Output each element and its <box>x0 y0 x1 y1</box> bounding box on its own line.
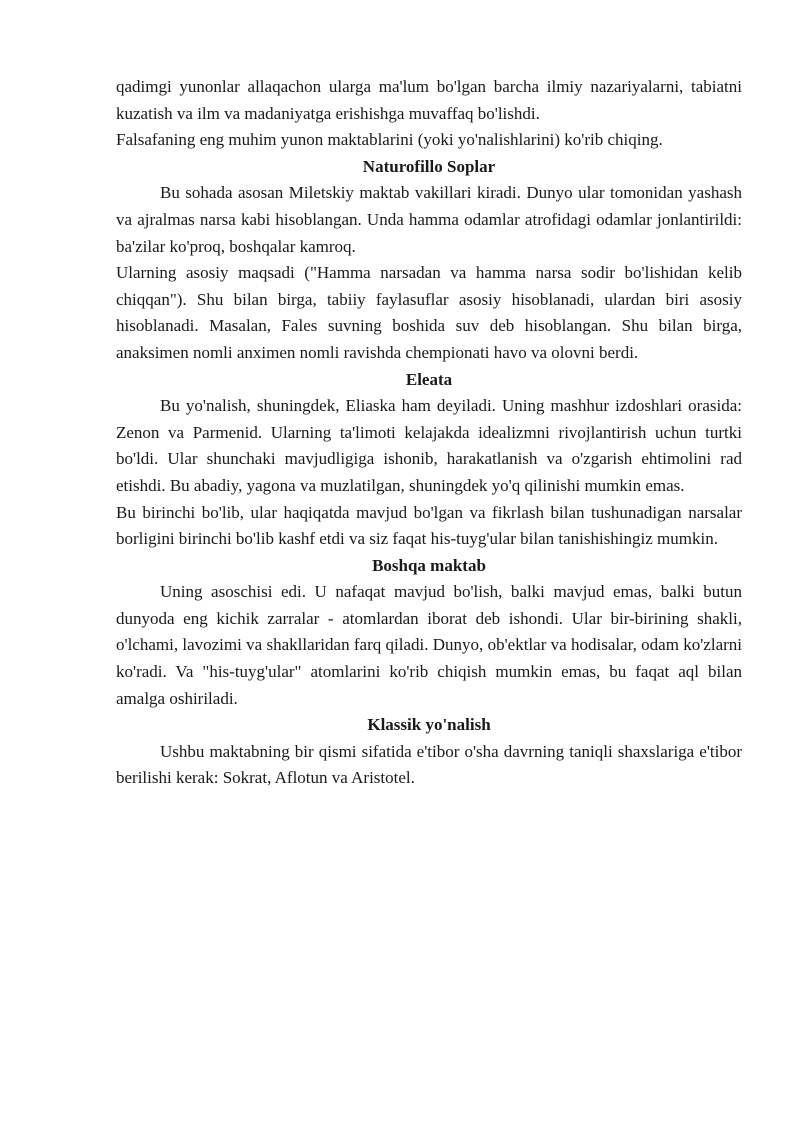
paragraph-classical-school: Ushbu maktabning bir qismi sifatida e'tibor o'sha davrning taniqli shaxslariga e'tibor berilishi kerak: Sokrat, Aflotun va Aristotel. <box>116 741 742 788</box>
paragraph-eleatic-school: Bu yo'nalish, shuningdek, Eliaska ham deyiladi. Uning mashhur izdoshlari orasida: Zenon va Parmenid. Ularning ta'limoti kelajakda idealizmni rivojlantirish uchun turtki bo'ldi. Ular shunchaki mavjudligiga ishonib, harakatlanish va o'zgarish ehtimolini rad etishdi. Bu abadiy, yagona va muzlatilgan, shuningdek yo'q qilinishi mumkin emas. <box>116 396 742 495</box>
paragraph-miletus-school: Bu sohada asosan Miletskiy maktab vakillari kiradi. Dunyo ular tomonidan yashash va ajralmas narsa kabi hisoblangan. Unda hamma odamlar atrofidagi odamlar jonlantirildi: ba'zilar ko'proq, boshqalar kamroq. <box>116 183 742 256</box>
heading-eleata: Eleata <box>405 369 453 389</box>
heading-klassik-yonalish: Klassik yo'nalish <box>367 715 491 735</box>
paragraph-atomist-school: Uning asoschisi edi. U nafaqat mavjud bo'lish, balki mavjud emas, balki butun dunyoda eng kichik zarralar - atomlardan iborat deb ishondi. Ular bir-birining shakli, o'lchami, lavozimi va shakllaridan farq qiladi. Dunyo, ob'ektlar va hodisalar, odam ko'zlarni ko'radi. Va "his-tuyg'ular" atomlarini ko'rib chiqish mumkin emas, bu faqat aql bilan amalga oshiriladi. <box>116 582 742 708</box>
paragraph-schools-overview: Falsafaning eng muhim yunon maktablarini (yoki yo'nalishlarini) ko'rib chiqing. <box>116 130 663 150</box>
heading-naturofillo-soplar: Naturofillo Soplar <box>362 156 496 176</box>
document-page <box>116 74 742 792</box>
paragraph-intro-continued: qadimgi yunonlar allaqachon ularga ma'lum bo'lgan barcha ilmiy nazariyalarni, tabiatni kuzatish va ilm va madaniyatga erishishga muvaffaq bo'lishdi. <box>116 77 742 123</box>
heading-boshqa-maktab: Boshqa maktab <box>372 555 486 575</box>
paragraph-eleatic-discovery: Bu birinchi bo'lib, ular haqiqatda mavjud bo'lgan va fikrlash bilan tushunadigan narsalar borligini birinchi bo'lib kashf etdi va siz faqat his-tuyg'ular bilan tanishishingiz mumkin. <box>116 502 742 549</box>
paragraph-natural-philosophers-goal: Ularning asosiy maqsadi ("Hamma narsadan va hamma narsa sodir bo'lishidan kelib chiqqan"). Shu bilan birga, tabiiy faylasuflar asosiy hisoblanadi, ulardan biri asosiy hisoblanadi. Masalan, Fales suvning boshida suv deb hisoblangan. Shu bilan birga, anaksimen nomli anximen nomli ravishda chempionati havo va olovni berdi. <box>116 263 742 362</box>
